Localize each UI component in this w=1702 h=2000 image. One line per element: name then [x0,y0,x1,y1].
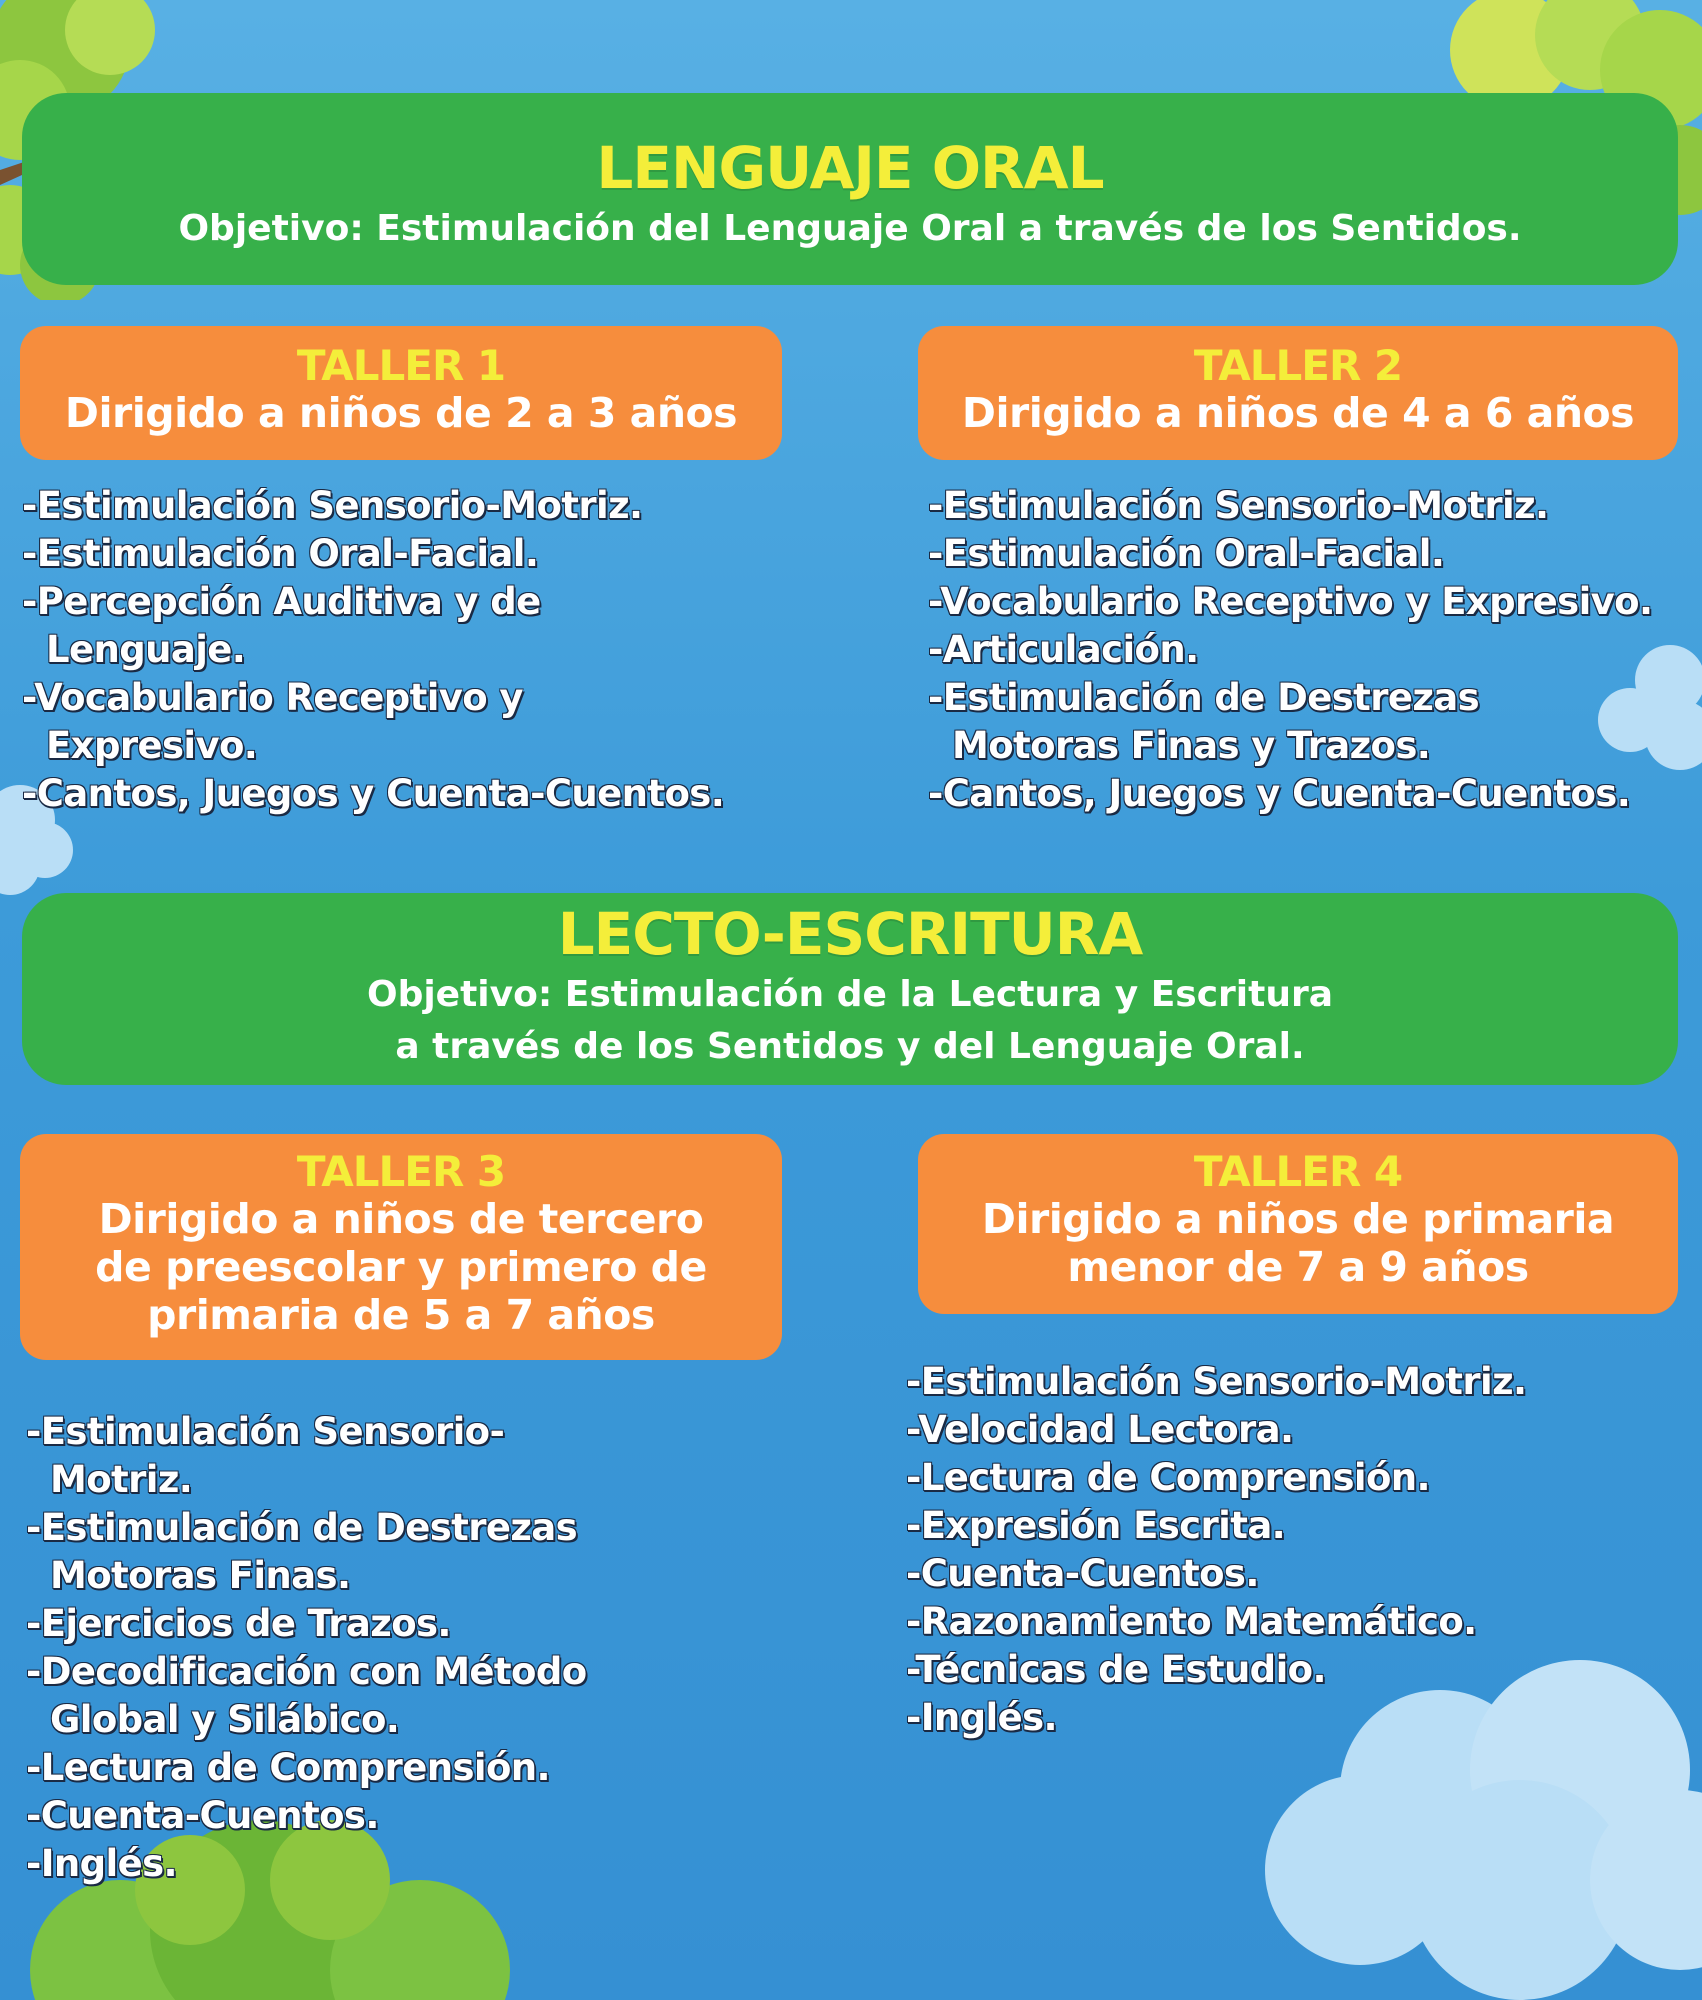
list-item: -Estimulación de Destrezas Motoras Finas. [26,1506,578,1597]
taller-4-list [906,1358,1606,1742]
lenguaje-oral-title: LENGUAJE ORAL [596,134,1104,202]
list-item: -Lectura de Comprensión. [26,1746,550,1789]
taller-2-header [918,326,1678,460]
list-item: -Estimulación Oral-Facial. [22,532,539,575]
taller-1-title: TALLER 1 [296,341,506,390]
list-item: -Articulación. [928,628,1199,671]
list-item: -Cuenta-Cuentos. [26,1794,379,1837]
taller-4-header [918,1134,1678,1314]
taller-2-audience: Dirigido a niños de 4 a 6 años [961,389,1635,438]
list-item: -Estimulación Sensorio-Motriz. [906,1360,1527,1403]
list-item: -Razonamiento Matemático. [906,1600,1477,1643]
list-item: -Estimulación Sensorio-Motriz. [22,484,643,527]
taller-4-title: TALLER 4 [1193,1147,1403,1196]
lecto-escritura-title: LECTO-ESCRITURA [557,900,1143,968]
list-item: -Estimulación Oral-Facial. [928,532,1445,575]
lecto-escritura-objective-line-2: a través de los Sentidos y del Lenguaje Oral. [395,1026,1305,1068]
list-item: -Velocidad Lectora. [906,1408,1294,1451]
list-item: -Inglés. [906,1696,1058,1739]
list-item: -Decodificación con Método Global y Silábico. [26,1650,587,1741]
list-item: -Estimulación Sensorio-Motriz. [928,484,1549,527]
taller-3-title: TALLER 3 [296,1147,506,1196]
taller-1-header [20,326,782,460]
list-item: -Estimulación de Destrezas Motoras Finas y Trazos. [928,676,1480,767]
list-item: -Inglés. [26,1842,178,1885]
taller-2-list [928,482,1668,818]
list-item: -Ejercicios de Trazos. [26,1602,451,1645]
list-item: -Cantos, Juegos y Cuenta-Cuentos. [22,772,725,815]
list-item: -Cantos, Juegos y Cuenta-Cuentos. [928,772,1631,815]
taller-3-list [26,1408,646,1888]
list-item: -Expresión Escrita. [906,1504,1286,1547]
taller-1-list [22,482,742,818]
list-item: -Lectura de Comprensión. [906,1456,1430,1499]
list-item: -Cuenta-Cuentos. [906,1552,1259,1595]
taller-1-audience: Dirigido a niños de 2 a 3 años [64,389,738,438]
list-item: -Vocabulario Receptivo y Expresivo. [22,676,523,767]
lenguaje-oral-banner [22,93,1678,285]
lecto-escritura-banner [22,893,1678,1085]
list-item: -Estimulación Sensorio-Motriz. [26,1410,505,1501]
list-item: -Percepción Auditiva y de Lenguaje. [22,580,541,671]
taller-3-header [20,1134,782,1360]
list-item: -Técnicas de Estudio. [906,1648,1326,1691]
taller-2-title: TALLER 2 [1193,341,1403,390]
lecto-escritura-objective-line-1: Objetivo: Estimulación de la Lectura y Escritura [366,974,1334,1015]
taller-4-audience: Dirigido a niños de primaria menor de 7 a 9 años [981,1195,1615,1292]
lenguaje-oral-objective: Objetivo: Estimulación del Lenguaje Oral a través de los Sentidos. [178,208,1522,249]
list-item: -Vocabulario Receptivo y Expresivo. [928,580,1653,623]
taller-3-audience: Dirigido a niños de tercero de preescolar y primero de primaria de 5 a 7 años [95,1195,707,1340]
